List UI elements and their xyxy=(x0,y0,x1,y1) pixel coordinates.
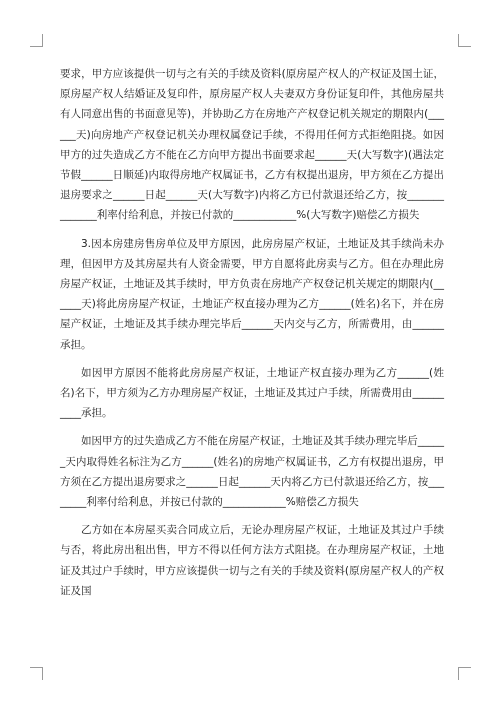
crop-mark-top-right xyxy=(458,34,471,47)
document-body xyxy=(60,64,444,601)
paragraph-continuation: 要求，甲方应该提供一切与之有关的手续及资料(原房屋产权人的产权证及国土证，原房屋产权人结婚证及复印件，原房屋产权人夫妻双方身份证复印件，其他房屋共有人同意出售的书面意见等)，并协助乙方在房地产产权登记机关规定的期限内(______天)向房地产产权登记机关办理权属登记手续，不得用任何方式拒绝阻挠。如因甲方的过失造成乙方不能在乙方向甲方提出书面要求起______天(大写数字)(遇法定节假______日顺延)内取得房地产权属证书，乙方有权提出退房，甲方须在乙方提出退房要求之______日起______天(大写数字)内将乙方已付款退还给乙方，按______________利率付给利息，并按已付款的____________%(大写数字)赔偿乙方损失 xyxy=(60,68,444,222)
crop-mark-bottom-right xyxy=(458,667,471,680)
paragraph-rental-sale: 乙方如在本房屋买卖合同成立后，无论办理房屋产权证，土地证及其过户手续与否，将此房出租出售，甲方不得以任何方法方式阻挠。在办理房屋产权证，土地证及其过户手续时，甲方应该提供一切与之有关的手续及资料(原房屋产权人的产权证及国 xyxy=(60,524,444,597)
crop-mark-bottom-left xyxy=(30,667,43,680)
crop-mark-top-left xyxy=(30,34,43,47)
paragraph-ownership-failure: 如因甲方原因不能将此房房屋产权证，土地证产权直接办理为乙方______(姓名)名下，甲方须为乙方办理房屋产权证，土地证及其过户手续，所需费用由__________承担。 xyxy=(60,366,444,420)
paragraph-fault-refund: 如因甲方的过失造成乙方不能在房屋产权证，土地证及其手续办理完毕后______天内取得姓名标注为乙方______(姓名)的房地产权属证书，乙方有权提出退房，甲方须在乙方提出退房要求之______日起______天内将乙方已付款退还给乙方，按________利率付给利息，并按已付款的____________%赔偿乙方损失 xyxy=(60,435,444,509)
paragraph-clause-3: 3.因本房建房售房单位及甲方原因，此房房屋产权证，土地证及其手续尚未办理，但因甲方及其房屋共有人资金需要，甲方自愿将此房卖与乙方。但在办理此房房屋产权证，土地证及其手续时，甲方负责在房地产产权登记机关规定的期限内(______天)将此房房屋产权证，土地证产权直接办理为乙方______(姓名)名下，并在房屋产权证，土地证及其手续办理完毕后______天内交与乙方，所需费用，由______承担。 xyxy=(60,237,444,351)
